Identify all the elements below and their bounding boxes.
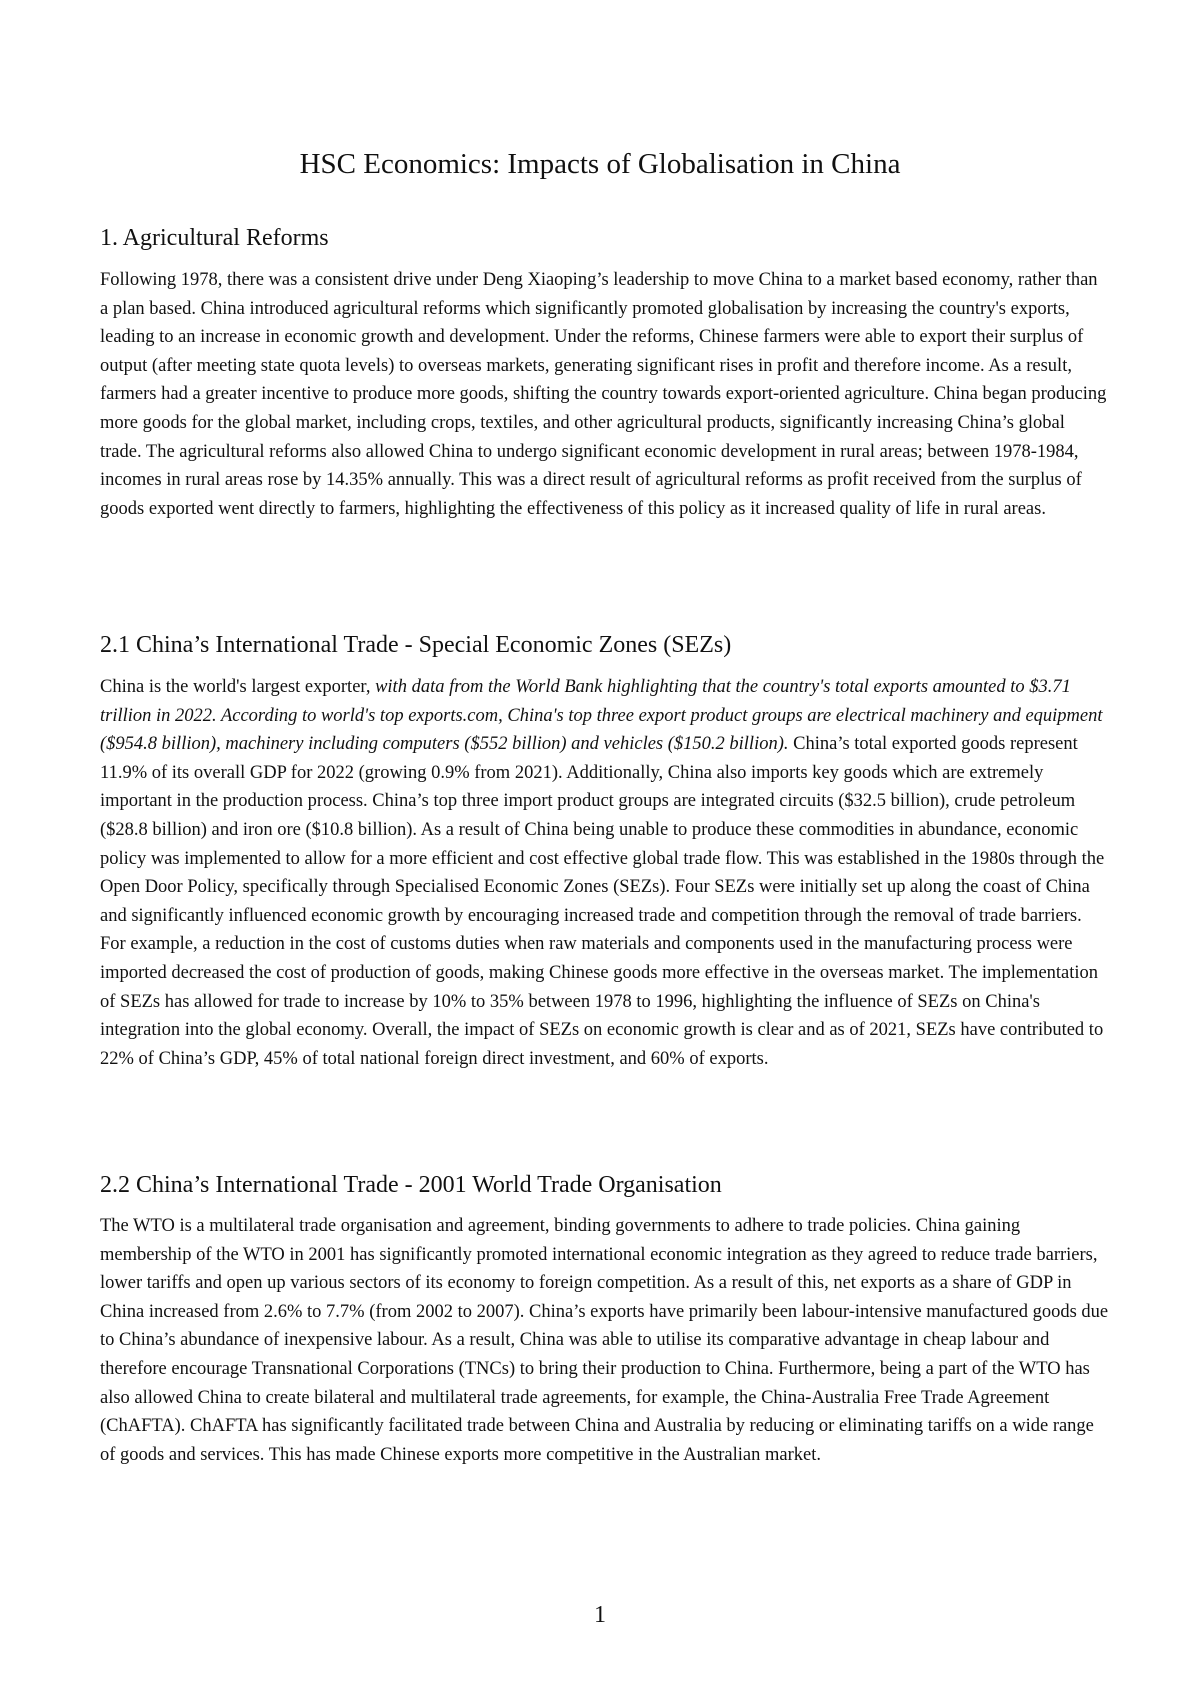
paragraph-sez-text-start: China is the world's largest exporter, (100, 677, 376, 697)
paragraph-sez-italic-quote: with data from the World Bank highlighting that the country's total exports amounted to $3.71 trillion in 2022. According to world's top exports.com, China's top three export product groups are electrical machinery and equipment ($954.8 billion), machinery including computers ($552 billion) and vehicles ($150.2 billion). (100, 677, 1103, 755)
document-title: HSC Economics: Impacts of Globalisation in China (299, 148, 901, 180)
section-heading-agricultural-reforms: 1. Agricultural Reforms (100, 225, 329, 251)
section-heading-special-economic-zones: 2.1 China’s International Trade - Special Economic Zones (SEZs) (100, 632, 732, 658)
paragraph-sez-text-rest: China’s total exported goods represent 11.9% of its overall GDP for 2022 (growing 0.9% from 2021). Additionally, China also imports key goods which are extremely important in the production process. China’s top three import product groups are integrated circuits ($32.5 billion), crude petroleum ($28.8 billion) and iron ore ($10.8 billion). As a result of China being unable to produce these commodities in abundance, economic policy was implemented to allow for a more efficient and cost effective global trade flow. This was established in the 1980s through the Open Door Policy, specifically through Specialised Economic Zones (SEZs). Four SEZs were initially set up along the coast of China and significantly influenced economic growth by encouraging increased trade and competition through the removal of trade barriers. For example, a reduction in the cost of customs duties when raw materials and components used in the manufacturing process were imported decreased the cost of production of goods, making Chinese goods more effective in the overseas market. The implementation of SEZs has allowed for trade to increase by 10% to 35% between 1978 to 1996, highlighting the influence of SEZs on China's integration into the global economy. Overall, the impact of SEZs on economic growth is clear and as of 2021, SEZs have contributed to 22% of China’s GDP, 45% of total national foreign direct investment, and 60% of exports. (100, 734, 1105, 1069)
section-heading-world-trade-organisation: 2.2 China’s International Trade - 2001 World Trade Organisation (100, 1172, 722, 1198)
paragraph-agricultural-reforms: Following 1978, there was a consistent drive under Deng Xiaoping’s leadership to move China to a market based economy, rather than a plan based. China introduced agricultural reforms which significantly promoted globalisation by increasing the country's exports, leading to an increase in economic growth and development. Under the reforms, Chinese farmers were able to export their surplus of output (after meeting state quota levels) to overseas markets, generating significant rises in profit and therefore income. As a result, farmers had a greater incentive to produce more goods, shifting the country towards export-oriented agriculture. China began producing more goods for the global market, including crops, textiles, and other agricultural products, significantly increasing China’s global trade. The agricultural reforms also allowed China to undergo significant economic development in rural areas; between 1978-1984, incomes in rural areas rose by 14.35% annually. This was a direct result of agricultural reforms as profit received from the surplus of goods exported went directly to farmers, highlighting the effectiveness of this policy as it increased quality of life in rural areas. (100, 270, 1107, 519)
paragraph-world-trade-organisation: The WTO is a multilateral trade organisation and agreement, binding governments to adhere to trade policies. China gaining membership of the WTO in 2001 has significantly promoted international economic integration as they agreed to reduce trade barriers, lower tariffs and open up various sectors of its economy to foreign competition. As a result of this, net exports as a share of GDP in China increased from 2.6% to 7.7% (from 2002 to 2007). China’s exports have primarily been labour-intensive manufactured goods due to China’s abundance of inexpensive labour. As a result, China was able to utilise its comparative advantage in cheap labour and therefore encourage Transnational Corporations (TNCs) to bring their production to China. Furthermore, being a part of the WTO has also allowed China to create bilateral and multilateral trade agreements, for example, the China-Australia Free Trade Agreement (ChAFTA). ChAFTA has significantly facilitated trade between China and Australia by reducing or eliminating tariffs on a wide range of goods and services. This has made Chinese exports more competitive in the Australian market. (100, 1216, 1109, 1465)
paragraph-special-economic-zones (100, 673, 1110, 1073)
page-number: 1 (594, 1602, 606, 1628)
